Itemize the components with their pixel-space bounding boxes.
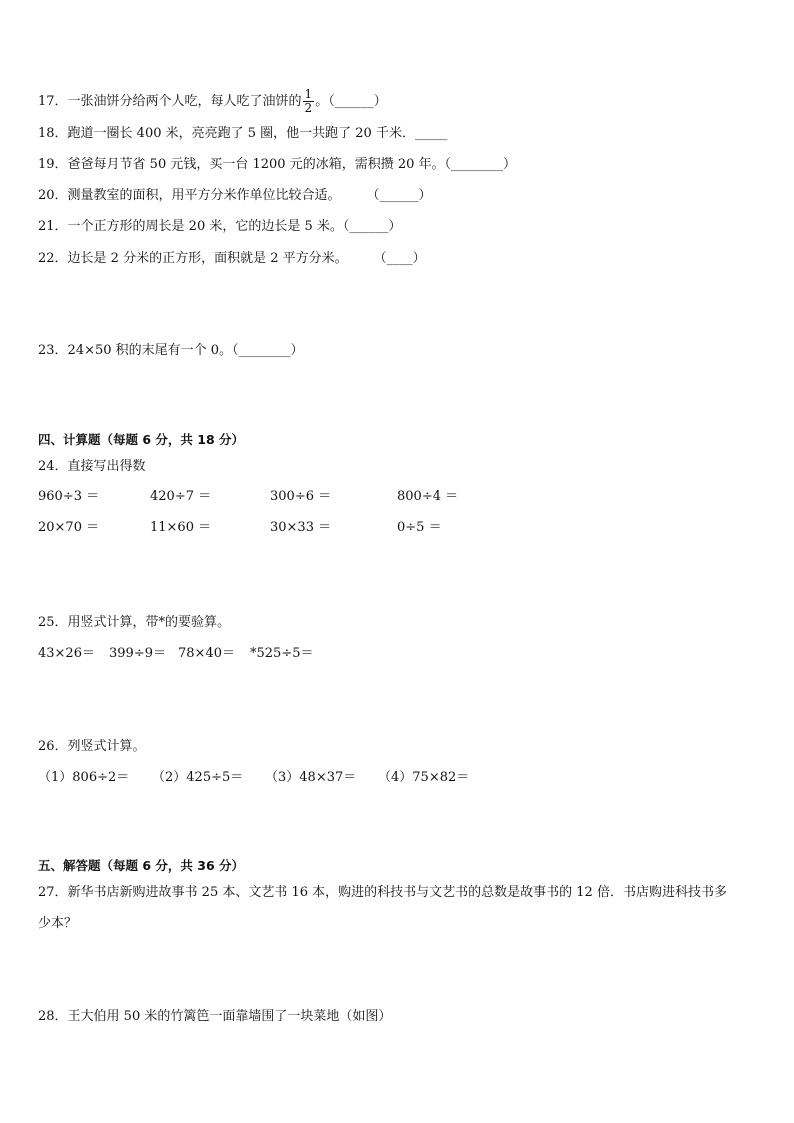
q28: 28．王大伯用 50 米的竹篱笆一面靠墙围了一块菜地（如图）: [38, 1009, 392, 1024]
q18: 18．跑道一圈长 400 米，亮亮跑了 5 圈，他一共跑了 20 千米．_____: [38, 126, 448, 141]
fraction-numerator: 1: [304, 87, 313, 101]
q17-blank: 。（______）: [315, 94, 387, 109]
q17: [38, 88, 387, 115]
q26-item: （3）48×37＝: [265, 770, 357, 785]
fraction-one-half: [303, 88, 315, 115]
q24-item: 420÷7 ＝: [150, 489, 212, 504]
q25-item: 43×26＝: [38, 646, 95, 661]
section-4-heading: 四、计算题（每题 6 分，共 18 分）: [38, 432, 245, 447]
q26-item: （4）75×82＝: [378, 770, 470, 785]
q27-line1: 27．新华书店新购进故事书 25 本、文艺书 16 本，购进的科技书与文艺书的总数是故事书的 12 倍．书店购进科技书多: [38, 885, 727, 900]
q25-item: *525÷5＝: [250, 646, 314, 661]
q26-item: （1）806÷2＝: [38, 770, 130, 785]
q27-line2: 少本？: [38, 916, 78, 931]
q17-text: 17．一张油饼分给两个人吃，每人吃了油饼的: [38, 94, 302, 109]
q24-item: 960÷3 ＝: [38, 489, 100, 504]
q24-item: 11×60 ＝: [150, 520, 212, 535]
q19: 19．爸爸每月节省 50 元钱，买一台 1200 元的冰箱，需积攒 20 年。（________）: [38, 157, 517, 172]
q22: 22．边长是 2 分米的正方形，面积就是 2 平方分米。 （____）: [38, 251, 426, 266]
q24-item: 30×33 ＝: [270, 520, 332, 535]
q25-item: 399÷9＝: [109, 646, 166, 661]
fraction-denominator: 2: [304, 101, 313, 115]
q26-item: （2）425÷5＝: [152, 770, 244, 785]
q24-item: 0÷5 ＝: [397, 520, 442, 535]
q20: 20．测量教室的面积，用平方分米作单位比较合适。 （______）: [38, 188, 432, 203]
q24-item: 20×70 ＝: [38, 520, 100, 535]
q25-title: 25．用竖式计算，带*的要验算。: [38, 615, 231, 630]
q26-title: 26．列竖式计算。: [38, 739, 146, 754]
q25-item: 78×40＝: [178, 646, 235, 661]
q24-item: 800÷4 ＝: [397, 489, 459, 504]
q24-title: 24．直接写出得数: [38, 459, 146, 474]
q21: 21．一个正方形的周长是 20 米，它的边长是 5 米。（______）: [38, 219, 402, 234]
q23: 23．24×50 积的末尾有一个 0。（________）: [38, 343, 304, 358]
q24-item: 300÷6 ＝: [270, 489, 332, 504]
section-5-heading: 五、解答题（每题 6 分，共 36 分）: [38, 858, 245, 873]
